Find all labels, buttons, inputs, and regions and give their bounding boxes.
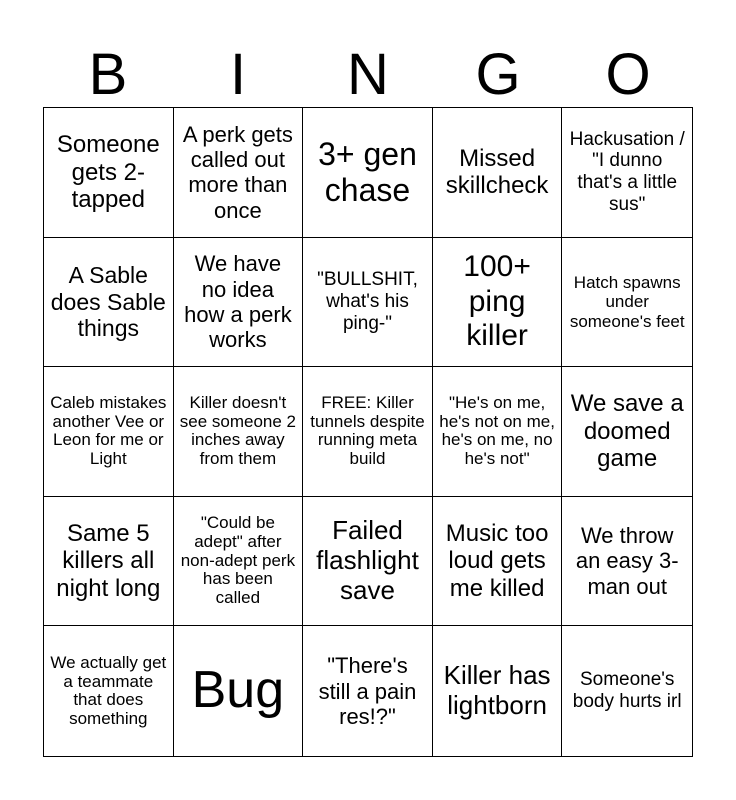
bingo-cell-25[interactable]: Someone's body hurts irl	[572, 669, 682, 713]
bingo-cell-20[interactable]: We throw an easy 3-man out	[562, 497, 692, 627]
bingo-cell-14[interactable]: "He's on me, he's not on me, he's on me, no he's not"	[433, 367, 563, 497]
bingo-cell-12[interactable]: Killer doesn't see someone 2 inches away from them	[174, 367, 304, 497]
bingo-cell-10[interactable]: Hatch spawns under someone's feet	[562, 238, 692, 368]
bingo-cell-1[interactable]: Someone gets 2-tapped	[44, 108, 174, 238]
bingo-cell-2[interactable]: A perk gets called out more than once	[174, 108, 304, 238]
header-letter-i: I	[229, 42, 247, 107]
bingo-cell-17[interactable]: "Could be adept" after non-adept perk has been called	[174, 497, 304, 627]
header-letter-o: O	[605, 42, 651, 107]
bingo-cell-23[interactable]: "There's still a pain res!?"	[303, 626, 433, 756]
bingo-board	[43, 107, 693, 757]
bingo-header	[43, 44, 693, 106]
bingo-cell-22[interactable]: Bug	[174, 626, 304, 756]
bingo-cell-21[interactable]: We actually get a teammate that does something	[44, 626, 174, 756]
bingo-cell-5[interactable]: Hackusation / "I dunno that's a little sus"	[562, 108, 692, 238]
bingo-cell-18[interactable]: Failed flashlight save	[303, 497, 433, 627]
bingo-cell-7[interactable]: We have no idea how a perk works	[174, 238, 304, 368]
bingo-cell-8[interactable]: "BULLSHIT, what's his ping-"	[303, 238, 433, 368]
header-letter-g: G	[475, 42, 521, 107]
bingo-cell-15[interactable]: We save a doomed game	[562, 367, 692, 497]
header-letter-b: B	[88, 42, 128, 107]
bingo-cell-24[interactable]: Killer has lightborn	[433, 626, 563, 756]
bingo-cell-3[interactable]: 3+ gen chase	[303, 108, 433, 238]
bingo-cell-16[interactable]: Same 5 killers all night long	[44, 497, 174, 627]
bingo-cell-13[interactable]: FREE: Killer tunnels despite running meta build	[303, 367, 433, 497]
bingo-cell-11[interactable]: Caleb mistakes another Vee or Leon for me or Light	[44, 367, 174, 497]
bingo-cell-6[interactable]: A Sable does Sable things	[44, 238, 174, 368]
bingo-cell-4[interactable]: Missed skillcheck	[433, 108, 563, 238]
header-letter-n: N	[347, 42, 389, 107]
bingo-cell-19[interactable]: Music too loud gets me killed	[433, 497, 563, 627]
bingo-cell-9[interactable]: 100+ ping killer	[433, 238, 563, 368]
